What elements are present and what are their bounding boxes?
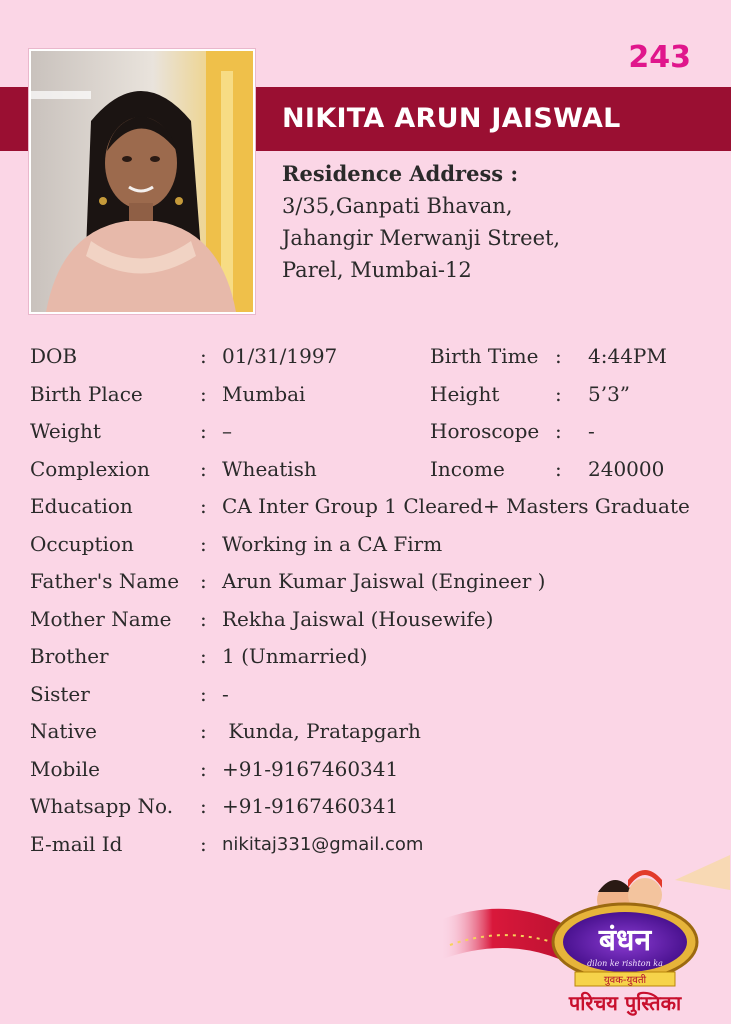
- birth-place-value: Mumbai: [222, 381, 306, 406]
- profile-number: 243: [628, 40, 691, 75]
- address-line: 3/35,Ganpati Bhavan,: [282, 194, 513, 218]
- detail-row-complexion: [30, 451, 720, 489]
- separator: :: [200, 419, 207, 443]
- separator: :: [200, 381, 207, 406]
- email-value: nikitaj331@gmail.com: [222, 833, 424, 855]
- detail-row-dob: [30, 338, 720, 376]
- details-table: [30, 338, 720, 863]
- separator: :: [200, 644, 207, 668]
- whatsapp-value: +91-9167460341: [222, 794, 399, 818]
- separator: :: [200, 794, 207, 818]
- separator: :: [200, 606, 207, 631]
- education-label: Education: [30, 494, 133, 518]
- address-line: Jahangir Merwanji Street,: [282, 226, 561, 250]
- occupation-label: Occuption: [30, 531, 134, 556]
- separator: :: [200, 531, 207, 556]
- birth-place-label: Birth Place: [30, 381, 143, 406]
- portrait-image: [31, 51, 253, 312]
- logo-subtitle: युवक-युवती: [603, 975, 647, 986]
- sister-label: Sister: [30, 681, 90, 706]
- education-value: CA Inter Group 1 Cleared+ Masters Graduate: [222, 494, 690, 518]
- native-label: Native: [30, 719, 97, 743]
- brother-value: 1 (Unmarried): [222, 644, 368, 668]
- height-label: Height: [430, 381, 500, 406]
- father-name-label: Father's Name: [30, 569, 180, 593]
- separator: :: [555, 381, 562, 406]
- separator: :: [555, 456, 562, 481]
- mother-name-label: Mother Name: [30, 606, 172, 631]
- separator: :: [200, 456, 207, 481]
- father-name-value: Arun Kumar Jaiswal (Engineer ): [222, 569, 546, 593]
- dob-label: DOB: [30, 344, 78, 368]
- detail-row-whatsapp: [30, 788, 720, 826]
- detail-row-education: [30, 488, 720, 526]
- birth-time-label: Birth Time: [430, 344, 539, 368]
- separator: :: [555, 344, 562, 368]
- profile-photo: [29, 49, 255, 314]
- detail-row-weight: [30, 413, 720, 451]
- mother-name-value: Rekha Jaiswal (Housewife): [222, 606, 494, 631]
- separator: :: [200, 569, 207, 593]
- income-label: Income: [430, 456, 505, 481]
- separator: :: [555, 419, 562, 443]
- logo-tagline: dilon ke rishton ka: [587, 959, 663, 968]
- horoscope-label: Horoscope: [430, 419, 540, 443]
- detail-row-occupation: [30, 526, 720, 564]
- brother-label: Brother: [30, 644, 109, 668]
- address-line: Parel, Mumbai-12: [282, 258, 472, 282]
- separator: :: [200, 681, 207, 706]
- detail-row-father: [30, 563, 720, 601]
- logo-bottom-text: परिचय पुस्तिका: [568, 991, 682, 1015]
- detail-row-native: [30, 713, 720, 751]
- height-value: 5’3”: [588, 381, 631, 406]
- email-label: E-mail Id: [30, 831, 123, 856]
- residence-address: [282, 158, 702, 286]
- separator: :: [200, 344, 207, 368]
- weight-value: –: [222, 419, 232, 443]
- detail-row-birth-place: [30, 376, 720, 414]
- occupation-value: Working in a CA Firm: [222, 531, 443, 556]
- address-label: Residence Address :: [282, 161, 519, 186]
- sister-value: -: [222, 681, 229, 706]
- birth-time-value: 4:44PM: [588, 344, 667, 368]
- weight-label: Weight: [30, 419, 101, 443]
- horoscope-value: -: [588, 419, 595, 443]
- dob-value: 01/31/1997: [222, 344, 338, 368]
- complexion-label: Complexion: [30, 456, 150, 481]
- separator: :: [200, 756, 207, 781]
- whatsapp-label: Whatsapp No.: [30, 794, 174, 818]
- income-value: 240000: [588, 456, 665, 481]
- detail-row-sister: [30, 676, 720, 714]
- separator: :: [200, 719, 207, 743]
- detail-row-mobile: [30, 751, 720, 789]
- mobile-value: +91-9167460341: [222, 756, 399, 781]
- complexion-value: Wheatish: [222, 456, 317, 481]
- detail-row-brother: [30, 638, 720, 676]
- separator: :: [200, 494, 207, 518]
- bandhan-logo: [440, 850, 730, 1020]
- native-value: Kunda, Pratapgarh: [222, 719, 421, 743]
- logo-main-text: बंधन: [598, 923, 652, 958]
- separator: :: [200, 831, 207, 856]
- mobile-label: Mobile: [30, 756, 100, 781]
- candidate-name: NIKITA ARUN JAISWAL: [282, 103, 621, 134]
- detail-row-mother: [30, 601, 720, 639]
